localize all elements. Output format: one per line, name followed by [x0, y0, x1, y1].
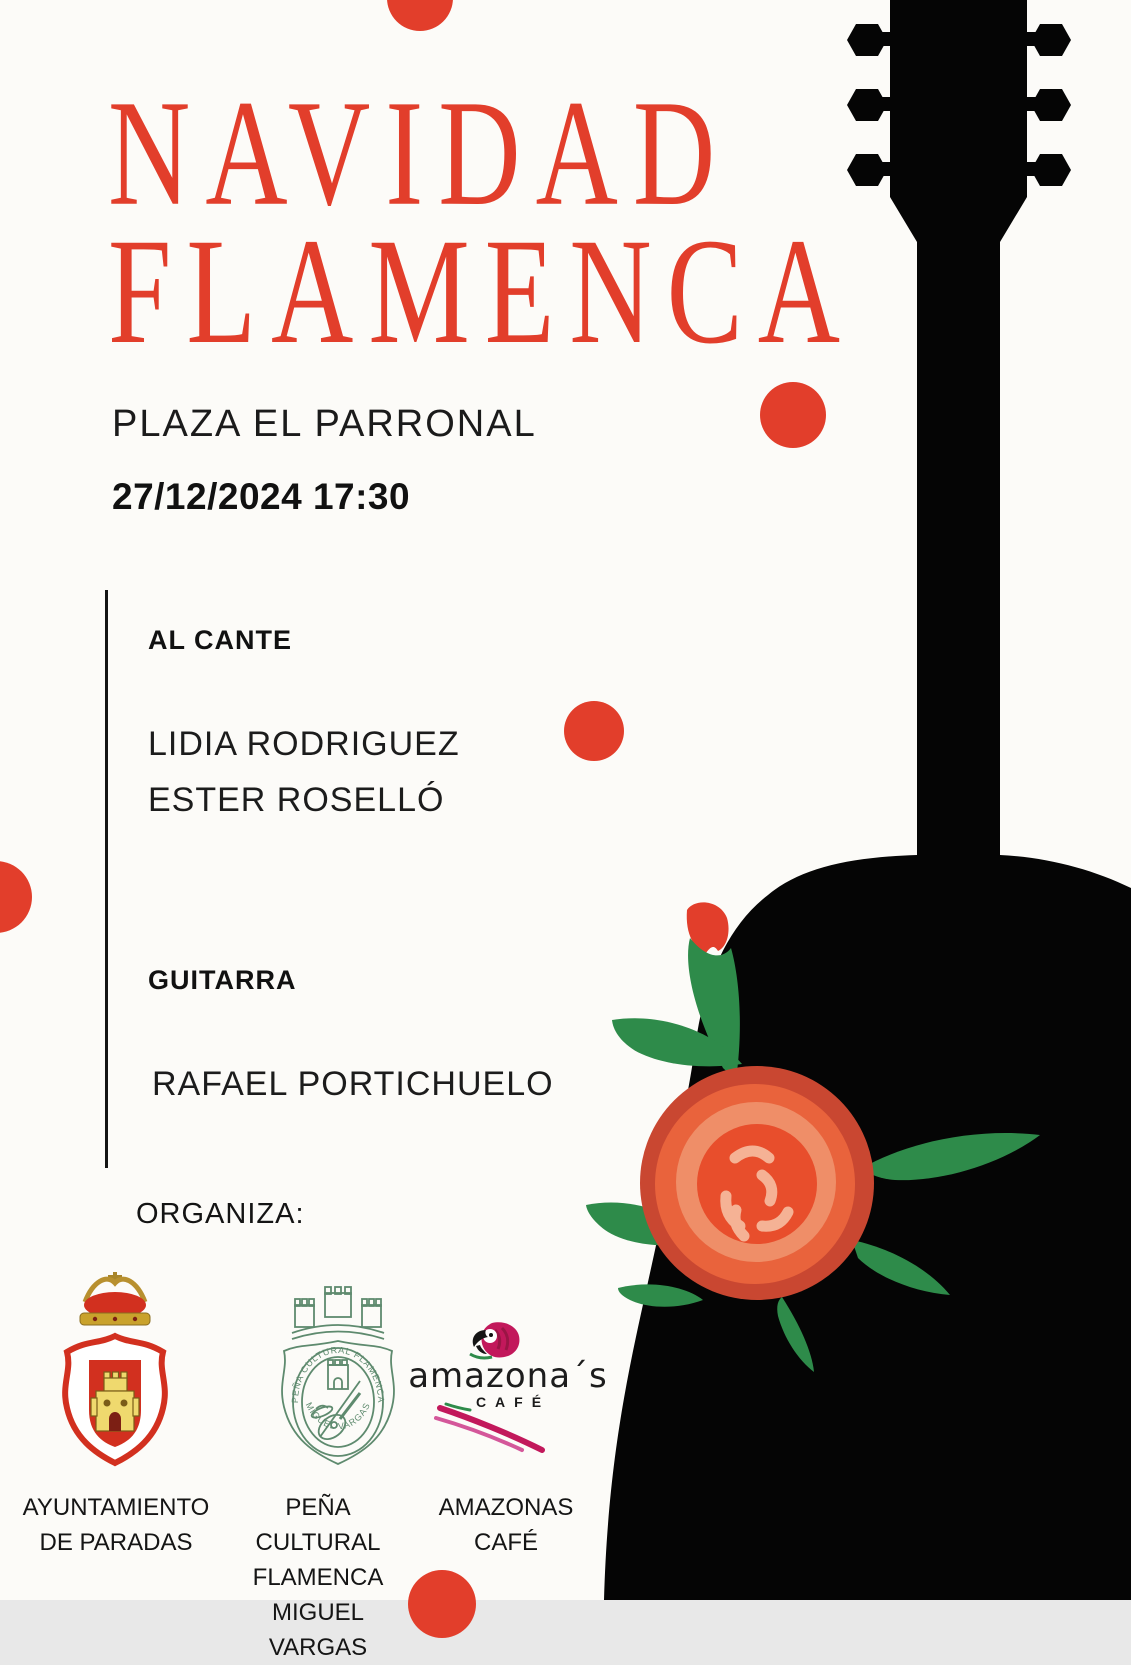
poster-title	[108, 68, 856, 376]
pena-arc-bottom-text: MIGUEL VARGAS	[303, 1400, 373, 1432]
artist-name: LIDIA RODRIGUEZ	[148, 725, 460, 763]
venue-text: PLAZA EL PARRONAL	[112, 403, 537, 445]
artist-name: ESTER ROSELLÓ	[148, 781, 445, 819]
organizer-line: MIGUEL VARGAS	[268, 1599, 368, 1661]
amazonas-subtitle: CAFÉ	[475, 1394, 551, 1410]
organizer-label-pena	[222, 1490, 414, 1665]
crest-tower	[328, 1365, 348, 1389]
red-dot	[408, 1570, 476, 1638]
red-dot	[387, 0, 453, 31]
svg-text:PEÑA CULTURAL FLAMENCA	[290, 1345, 386, 1403]
title-line-2: FLAMENCA	[108, 206, 856, 376]
organizer-line: DE PARADAS	[39, 1529, 193, 1556]
organizer-line: AMAZONAS	[438, 1494, 574, 1521]
section-divider-line	[105, 590, 108, 1168]
pena-arc-top-text: PEÑA CULTURAL FLAMENCA	[289, 1344, 387, 1404]
organizer-label-amazonas	[428, 1490, 584, 1560]
red-dot	[760, 382, 826, 448]
lineup-role-cante: AL CANTE	[148, 625, 293, 655]
red-dot	[564, 701, 624, 761]
amazonas-feather-icon	[430, 1402, 550, 1454]
organiza-label: ORGANIZA:	[136, 1198, 305, 1230]
svg-text:MIGUEL VARGAS	[304, 1401, 372, 1432]
organizer-line: AYUNTAMIENTO	[22, 1494, 210, 1521]
organizer-line: FLAMENCA	[252, 1564, 384, 1591]
guitarra-artists	[152, 1056, 554, 1112]
organizer-line: CAFÉ	[473, 1529, 538, 1556]
pena-flamenca-crest	[268, 1281, 408, 1471]
artist-name: RAFAEL PORTICHUELO	[152, 1065, 554, 1103]
datetime-text: 27/12/2024 17:30	[112, 476, 411, 517]
organizer-line: PEÑA CULTURAL	[255, 1494, 381, 1556]
paradas-coat-of-arms	[47, 1272, 183, 1470]
cante-artists	[148, 716, 460, 828]
red-dot	[0, 861, 32, 933]
amazonas-wordmark: amazona´s	[408, 1356, 608, 1396]
organizer-label-ayuntamiento	[16, 1490, 216, 1560]
lineup-role-guitarra: GUITARRA	[148, 965, 297, 995]
tuning-peg	[1020, 24, 1071, 186]
title-line-1: NAVIDAD	[108, 68, 731, 237]
